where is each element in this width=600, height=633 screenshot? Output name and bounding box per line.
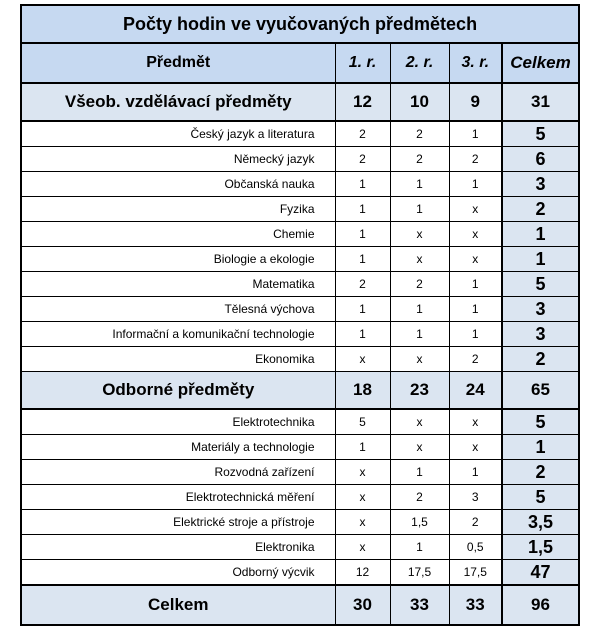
subject-name: Materiály a technologie xyxy=(21,435,335,460)
subject-name: Elektrické stroje a přístroje xyxy=(21,510,335,535)
table-row xyxy=(21,560,579,586)
section-year-3: 24 xyxy=(449,372,502,410)
section-year-2: 23 xyxy=(390,372,449,410)
subject-total: 1 xyxy=(502,435,579,460)
header-year-2: 2. r. xyxy=(390,43,449,83)
subject-total: 2 xyxy=(502,197,579,222)
subject-name: Ekonomika xyxy=(21,347,335,372)
table-row xyxy=(21,347,579,372)
header-row xyxy=(21,43,579,83)
year-2-hours: 1 xyxy=(390,297,449,322)
subject-name: Elektronika xyxy=(21,535,335,560)
table-row xyxy=(21,197,579,222)
year-3-hours: 3 xyxy=(449,485,502,510)
subject-name: Chemie xyxy=(21,222,335,247)
section-year-1: 18 xyxy=(335,372,390,410)
year-3-hours: x xyxy=(449,409,502,435)
subject-name: Český jazyk a literatura xyxy=(21,121,335,147)
year-3-hours: 1 xyxy=(449,322,502,347)
year-2-hours: x xyxy=(390,409,449,435)
year-2-hours: 1 xyxy=(390,460,449,485)
year-2-hours: 2 xyxy=(390,485,449,510)
subject-name: Odborný výcvik xyxy=(21,560,335,586)
year-1-hours: x xyxy=(335,347,390,372)
footer-year-3: 33 xyxy=(449,585,502,625)
table-row xyxy=(21,322,579,347)
section-year-1: 12 xyxy=(335,83,390,121)
subject-total: 5 xyxy=(502,409,579,435)
year-2-hours: x xyxy=(390,247,449,272)
footer-label: Celkem xyxy=(21,585,335,625)
table-row xyxy=(21,272,579,297)
year-1-hours: x xyxy=(335,535,390,560)
subject-name: Německý jazyk xyxy=(21,147,335,172)
year-3-hours: 1 xyxy=(449,121,502,147)
section-total: 65 xyxy=(502,372,579,410)
subject-name: Elektrotechnická měření xyxy=(21,485,335,510)
year-3-hours: 0,5 xyxy=(449,535,502,560)
year-1-hours: 1 xyxy=(335,197,390,222)
year-1-hours: x xyxy=(335,460,390,485)
table-row xyxy=(21,121,579,147)
table-row xyxy=(21,409,579,435)
year-2-hours: x xyxy=(390,435,449,460)
year-1-hours: 2 xyxy=(335,272,390,297)
year-1-hours: x xyxy=(335,485,390,510)
header-subject: Předmět xyxy=(21,43,335,83)
year-2-hours: 2 xyxy=(390,147,449,172)
year-2-hours: 17,5 xyxy=(390,560,449,586)
subject-name: Elektrotechnika xyxy=(21,409,335,435)
year-1-hours: 1 xyxy=(335,297,390,322)
year-3-hours: x xyxy=(449,222,502,247)
subject-total: 5 xyxy=(502,485,579,510)
year-3-hours: x xyxy=(449,247,502,272)
section-year-3: 9 xyxy=(449,83,502,121)
footer-year-1: 30 xyxy=(335,585,390,625)
section-name: Všeob. vzdělávací předměty xyxy=(21,83,335,121)
year-3-hours: x xyxy=(449,197,502,222)
table-body xyxy=(21,5,579,625)
table-row xyxy=(21,147,579,172)
subject-total: 6 xyxy=(502,147,579,172)
table-row xyxy=(21,535,579,560)
year-2-hours: x xyxy=(390,222,449,247)
year-3-hours: 1 xyxy=(449,272,502,297)
year-1-hours: 1 xyxy=(335,322,390,347)
year-3-hours: x xyxy=(449,435,502,460)
subject-total: 5 xyxy=(502,272,579,297)
year-1-hours: 1 xyxy=(335,435,390,460)
year-2-hours: 2 xyxy=(390,121,449,147)
subject-total: 3 xyxy=(502,297,579,322)
subject-total: 3 xyxy=(502,172,579,197)
table-row xyxy=(21,485,579,510)
year-2-hours: 1,5 xyxy=(390,510,449,535)
year-2-hours: 1 xyxy=(390,322,449,347)
header-year-1: 1. r. xyxy=(335,43,390,83)
subject-total: 3 xyxy=(502,322,579,347)
header-total: Celkem xyxy=(502,43,579,83)
subject-total: 1 xyxy=(502,222,579,247)
section-row xyxy=(21,372,579,410)
subject-total: 5 xyxy=(502,121,579,147)
year-2-hours: x xyxy=(390,347,449,372)
subject-total: 3,5 xyxy=(502,510,579,535)
year-3-hours: 17,5 xyxy=(449,560,502,586)
year-1-hours: 1 xyxy=(335,222,390,247)
footer-total: 96 xyxy=(502,585,579,625)
year-3-hours: 2 xyxy=(449,347,502,372)
year-3-hours: 1 xyxy=(449,172,502,197)
table-row xyxy=(21,435,579,460)
subject-total: 2 xyxy=(502,347,579,372)
subject-total: 2 xyxy=(502,460,579,485)
year-3-hours: 2 xyxy=(449,510,502,535)
subject-name: Rozvodná zařízení xyxy=(21,460,335,485)
section-total: 31 xyxy=(502,83,579,121)
year-3-hours: 1 xyxy=(449,460,502,485)
hours-table xyxy=(20,4,580,626)
year-1-hours: 1 xyxy=(335,172,390,197)
year-2-hours: 1 xyxy=(390,535,449,560)
year-1-hours: 1 xyxy=(335,247,390,272)
year-3-hours: 2 xyxy=(449,147,502,172)
year-1-hours: x xyxy=(335,510,390,535)
hours-table-container xyxy=(20,4,578,626)
subject-name: Tělesná výchova xyxy=(21,297,335,322)
table-row xyxy=(21,222,579,247)
subject-total: 1,5 xyxy=(502,535,579,560)
table-row xyxy=(21,247,579,272)
subject-name: Občanská nauka xyxy=(21,172,335,197)
subject-total: 1 xyxy=(502,247,579,272)
year-1-hours: 12 xyxy=(335,560,390,586)
subject-name: Biologie a ekologie xyxy=(21,247,335,272)
table-row xyxy=(21,460,579,485)
table-row xyxy=(21,510,579,535)
subject-total: 47 xyxy=(502,560,579,586)
footer-year-2: 33 xyxy=(390,585,449,625)
subject-name: Informační a komunikační technologie xyxy=(21,322,335,347)
subject-name: Matematika xyxy=(21,272,335,297)
section-name: Odborné předměty xyxy=(21,372,335,410)
subject-name: Fyzika xyxy=(21,197,335,222)
year-2-hours: 1 xyxy=(390,172,449,197)
footer-row xyxy=(21,585,579,625)
table-row xyxy=(21,172,579,197)
year-2-hours: 1 xyxy=(390,197,449,222)
year-1-hours: 5 xyxy=(335,409,390,435)
header-year-3: 3. r. xyxy=(449,43,502,83)
table-title: Počty hodin ve vyučovaných předmětech xyxy=(21,5,579,43)
section-year-2: 10 xyxy=(390,83,449,121)
section-row xyxy=(21,83,579,121)
year-1-hours: 2 xyxy=(335,121,390,147)
year-3-hours: 1 xyxy=(449,297,502,322)
title-row xyxy=(21,5,579,43)
year-1-hours: 2 xyxy=(335,147,390,172)
year-2-hours: 2 xyxy=(390,272,449,297)
table-row xyxy=(21,297,579,322)
